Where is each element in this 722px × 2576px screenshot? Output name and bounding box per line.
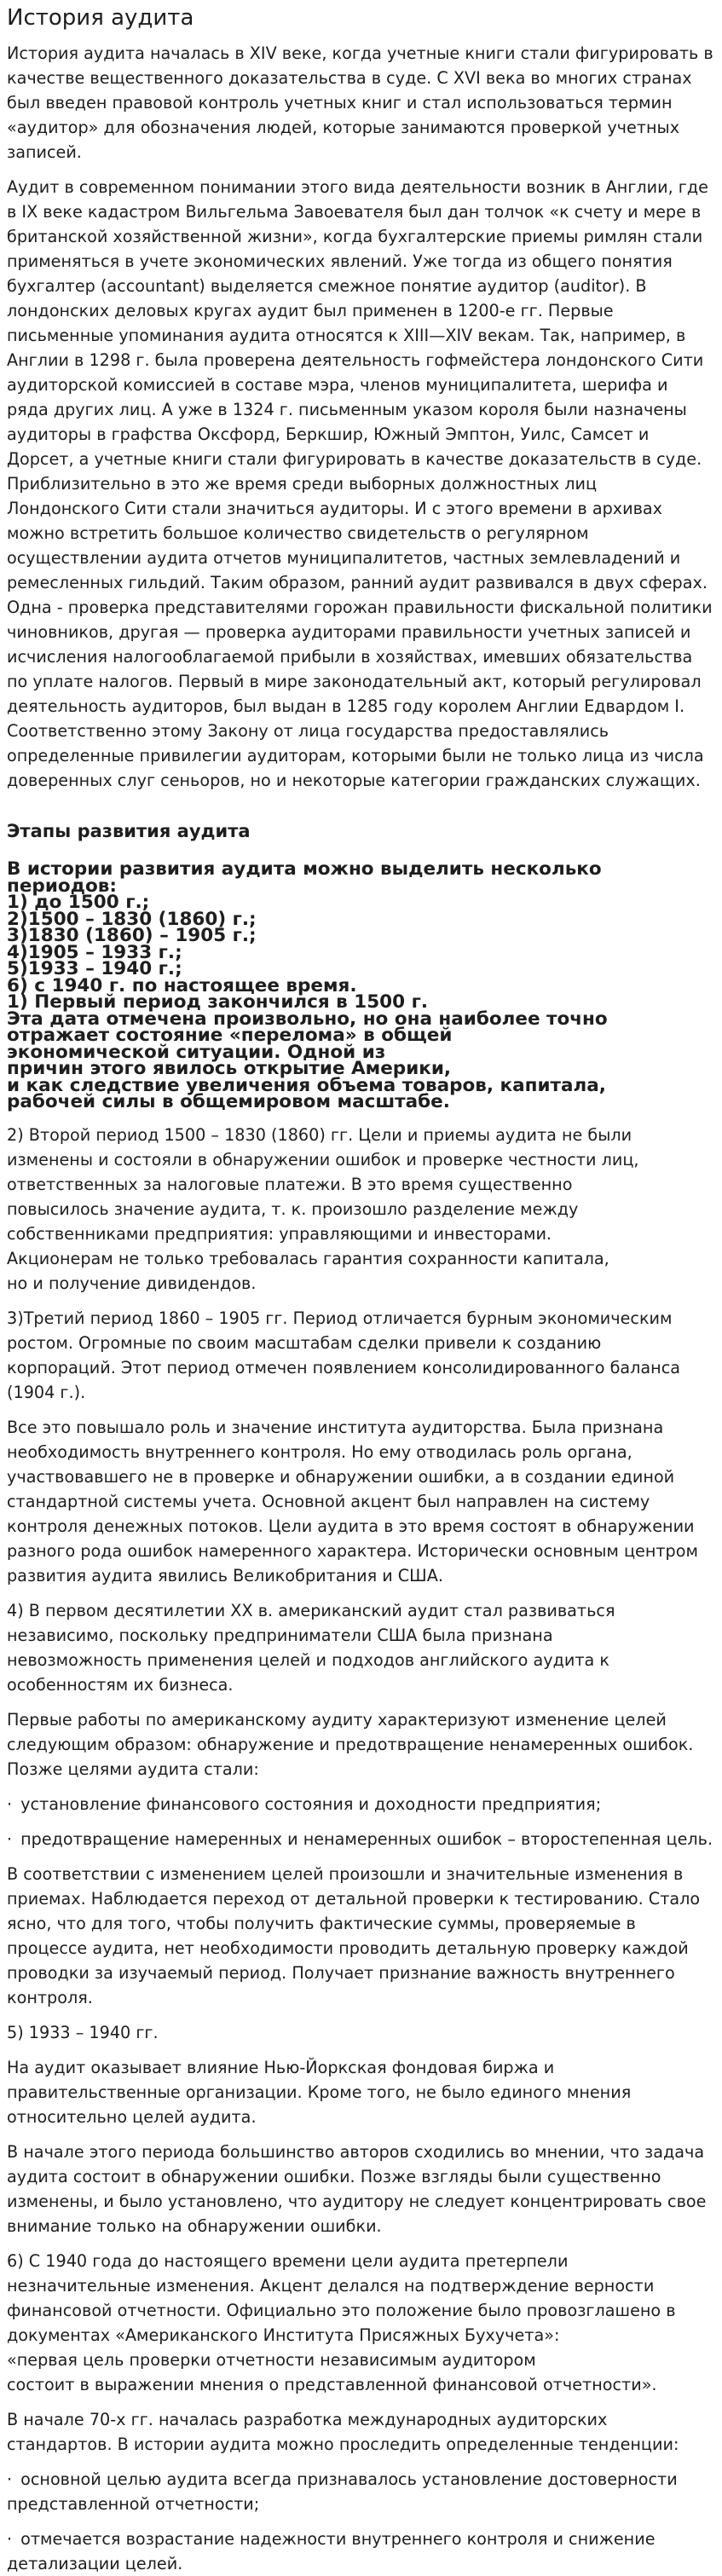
list-item: [7, 2527, 713, 2576]
list-item: [7, 2467, 713, 2516]
intro-paragraph: История аудита началась в XIV веке, когда учетные книги стали фигурировать в качестве вещественного доказательства в суде. С XVI века во многих странах был введен правовой контроль учетных книг и стал использоваться термин «аудитор» для обозначения людей, которые занимаются проверкой учетных записей.: [7, 43, 713, 162]
american-audit-paragraph: Первые работы по американскому аудиту характеризуют изменение целей следующим образом: обнаружение и предотвращение ненамеренных ошибок. Позже целями аудита стали:: [7, 1709, 694, 1779]
list-item: [7, 1792, 713, 1816]
list-item-text: основной целью аудита всегда признавалось установление достоверности представленной отчетности;: [7, 2469, 678, 2514]
period-5-paragraph: На аудит оказывает влияние Нью-Йоркская фондовая биржа и правительственные организации. Кроме того, не было единого мнения относительно целей аудита.: [7, 2057, 632, 2127]
page-title: История аудита: [7, 5, 194, 31]
period-6-paragraph: 6) С 1940 года до настоящего времени цели аудита претерпели незначительные изменения. Акцент делался на подтверждение верности финансовой отчетности. Официально это положение было провозглашено в документах «Американского Института Присяжных Бухучета»: «первая цель проверки отчетности независимым аудитором состоит в выражении мнения о представленной финансовой отчетности».: [7, 2250, 676, 2394]
internal-control-paragraph: Все это повышало роль и значение института аудиторства. Была признана необходимость внутреннего контроля. Но ему отводилась роль органа, участвовавшего не в проверке и обнаружении ошибки, а в создании единой стандартной системы учета. Основной акцент был направлен на систему контроля денежных потоков. Цели аудита в это время состоят в обнаружении разного рода ошибок намеренного характера. Исторически основным центром развития аудита явились Великобритания и США.: [7, 1417, 698, 1585]
stages-list: В истории развития аудита можно выделить несколько периодов: 1) до 1500 г.; 2)1500 – 1830 (1860) г.; 3)1830 (1860) – 1905 г.; 4)1905 – 1933 г.; 5)1933 – 1940 г.; 6) с 1940 г. по настоящее время. 1) Первый период закончился в 1500 г. Эта дата отмечена произвольно, но она наиболее точно отражает состояние «перелома» в общей экономической ситуации. Одной из причин этого явилось открытие Америки, и как следствие увеличения объема товаров, капитала, рабочей силы в общемировом масштабе.: [7, 858, 608, 1112]
stages-heading: Этапы развития аудита: [7, 821, 251, 841]
bullet-icon: ·: [7, 1828, 13, 1849]
list-item-text: отмечается возрастание надежности внутреннего контроля и снижение детализации целей.: [7, 2528, 656, 2573]
changes-paragraph: В соответствии с изменением целей произошли и значительные изменения в приемах. Наблюдается переход от детальной проверки к тестированию. Стало ясно, что для того, чтобы получить фактические суммы, проверяемые в процессе аудита, нет необходимости проводить детальную проверку каждой проводки за изучаемый период. Получает признание важность внутреннего контроля.: [7, 1863, 701, 2007]
bullet-icon: ·: [7, 2469, 13, 2489]
standards-paragraph: В начале 70-х гг. началась разработка международных аудиторских стандартов. В истории аудита можно проследить определенные тенденции:: [7, 2409, 679, 2454]
list-item-text: предотвращение намеренных и ненамеренных ошибок – второстепенная цель.: [20, 1828, 713, 1849]
period-3-paragraph: 3)Третий период 1860 – 1905 гг. Период отличается бурным экономическим ростом. Огромные по своим масштабам сделки привели к созданию корпораций. Этот период отмечен появлением консолидированного баланса (1904 г.).: [7, 1308, 681, 1402]
period-5b-paragraph: В начале этого периода большинство авторов сходились во мнении, что задача аудита состоит в обнаружении ошибки. Позже взгляды были существенно изменены, и было установлено, что аудитору не следует концентрировать свое внимание только на обнаружении ошибки.: [7, 2141, 707, 2236]
history-paragraph: Аудит в современном понимании этого вида деятельности возник в Англии, где в IX веке кадастром Вильгельма Завоевателя был дан толчок «к счету и мере в британской хозяйственной жизни», когда бухгалтерские приемы римлян стали применяться в учете экономических явлений. Уже тогда из общего понятия бухгалтер (accountant) выделяется смежное понятие аудитор (auditor). В лондонских деловых кругах аудит был применен в 1200-е гг. Первые письменные упоминания аудита относятся к XIII—XIV векам. Так, например, в Англии в 1298 г. была проверена деятельность гофмейстера лондонского Сити аудиторской комиссией в составе мэра, членов муниципалитета, шерифа и ряда других лиц. А уже в 1324 г. письменным указом короля были назначены аудиторы в графства Оксфорд, Беркшир, Южный Эмптон, Уилс, Самсет и Дорсет, а учетные книги стали фигурировать в качестве доказательств в суде. Приблизительно в это же время среди выборных должностных лиц Лондонского Сити стали значиться аудиторы. И с этого времени в архивах можно встретить большое количество свидетельств о регулярном осуществлении аудита отчетов муниципалитетов, частных землевладений и ремесленных гильдий. Таким образом, ранний аудит развивался в двух сферах. Одна - проверка представителями горожан правильности фискальной политики чиновников, другая — проверка аудиторами правильности учетных записей и исчисления налогооблагаемой прибыли в хозяйствах, имевших обязательства по уплате налогов. Первый в мире законодательный акт, который регулировал деятельность аудиторов, был выдан в 1285 году королем Англии Едвардом I. Соответственно этому Закону от лица государства предоставлялись определенные привилегии аудиторам, которыми были не только лица из числа доверенных слуг сеньоров, но и некоторые категории гражданских служащих.: [7, 177, 713, 790]
period-4-paragraph: 4) В первом десятилетии XX в. американский аудит стал развиваться независимо, поскольку предприниматели США была признана невозможность применения целей и подходов английского аудита к особенностям их бизнеса.: [7, 1600, 615, 1695]
list-item-text: установление финансового состояния и доходности предприятия;: [20, 1793, 602, 1814]
list-item: [7, 1827, 713, 1851]
period-2-paragraph: 2) Второй период 1500 – 1830 (1860) гг. Цели и приемы аудита не были изменены и состояли в обнаружении ошибок и проверке честности лиц, ответственных за налоговые платежи. В это время существенно повысилось значение аудита, т. к. произошло разделение между собственниками предприятия: управляющими и инвесторами. Акционерам не только требовалась гарантия сохранности капитала, но и получение дивидендов.: [7, 1124, 639, 1293]
period-5-title: 5) 1933 – 1940 гг.: [7, 2022, 159, 2042]
bullet-icon: ·: [7, 1793, 13, 1814]
bullet-icon: ·: [7, 2528, 13, 2549]
